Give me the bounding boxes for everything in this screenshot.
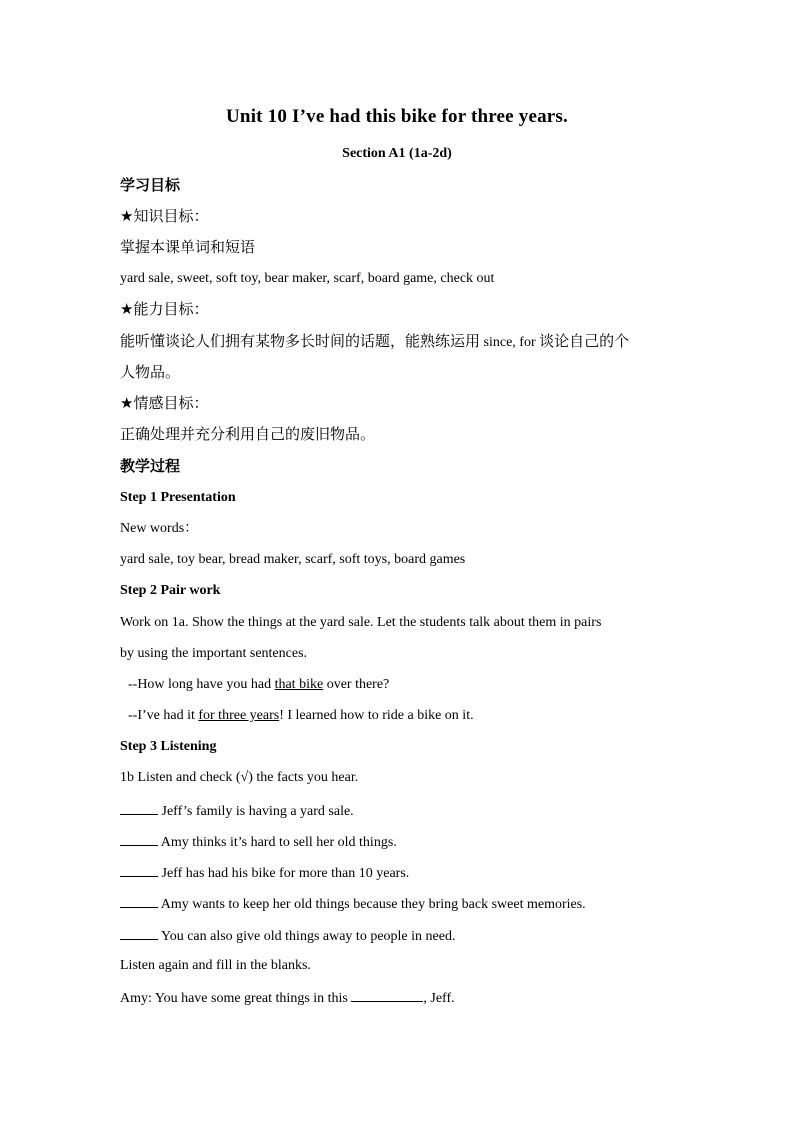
fact-item: [120, 832, 397, 852]
amy-dialog-line: [120, 988, 455, 1008]
fact-item: [120, 801, 354, 821]
step1-heading: Step 1 Presentation: [120, 490, 236, 505]
dialog-1-text: --How long have you had: [128, 677, 275, 692]
step2-heading: Step 2 Pair work: [120, 583, 221, 598]
step3-heading: Step 3 Listening: [120, 739, 217, 754]
ability-label: ★能力目标：: [120, 300, 209, 318]
emotion-text: 正确处理并充分利用自己的废旧物品。: [120, 425, 376, 443]
ability-text-part-3: 谈论自己的个: [539, 332, 630, 350]
step2-text-line-1: Work on 1a. Show the things at the yard sale. Let the students talk about them in pairs: [120, 615, 602, 630]
step2-text-line-2: by using the important sentences.: [120, 646, 308, 661]
dialog-1-text-end: over there?: [323, 677, 390, 692]
process-heading: 教学过程: [120, 457, 181, 475]
fact-item: [120, 894, 586, 914]
fact-item: [120, 926, 455, 946]
section-subtitle: Section A1 (1a-2d): [342, 146, 452, 161]
fact-text: You can also give old things away to people in need.: [158, 929, 456, 944]
dialog-2-text-end: ! I learned how to ride a bike on it.: [279, 708, 474, 723]
fact-text: Jeff has had his bike for more than 10 years.: [158, 866, 410, 881]
answer-blank[interactable]: [120, 863, 158, 877]
dialog-line-1: [128, 676, 389, 694]
fact-text: Amy thinks it’s hard to sell her old things.: [158, 835, 397, 850]
ability-text-part-2: since, for: [480, 335, 540, 350]
page-title: Unit 10 I’ve had this bike for three years.: [226, 106, 568, 127]
listen-again-instruction: Listen again and fill in the blanks.: [120, 958, 311, 973]
new-words-list: yard sale, toy bear, bread maker, scarf, soft toys, board games: [120, 552, 466, 567]
ability-text-line-1: [120, 332, 629, 352]
emotion-label: ★情感目标：: [120, 394, 209, 412]
listen-instruction: 1b Listen and check (√) the facts you hear.: [120, 770, 359, 785]
fact-text: Amy wants to keep her old things because they bring back sweet memories.: [158, 897, 586, 912]
answer-blank[interactable]: [120, 926, 158, 940]
dialog-line-2: [128, 707, 474, 725]
knowledge-words: yard sale, sweet, soft toy, bear maker, scarf, board game, check out: [120, 271, 495, 286]
answer-blank[interactable]: [120, 832, 158, 846]
dialog-2-underlined: for three years: [198, 708, 280, 723]
dialog-2-text: --I’ve had it: [128, 708, 199, 723]
ability-text-line-2: 人物品。: [120, 363, 181, 381]
new-words-label: New words：: [120, 521, 199, 536]
knowledge-text: 掌握本课单词和短语: [120, 238, 256, 256]
dialog-1-underlined: that bike: [274, 677, 324, 692]
objectives-heading: 学习目标: [120, 176, 181, 194]
amy-line-text-end: , Jeff.: [423, 991, 455, 1006]
answer-blank[interactable]: [120, 894, 158, 908]
answer-blank[interactable]: [120, 801, 158, 815]
amy-line-text: Amy: You have some great things in this: [120, 991, 352, 1006]
fact-item: [120, 863, 409, 883]
ability-text-part-1: 能听懂谈论人们拥有某物多长时间的话题，能熟练运用: [120, 332, 481, 350]
knowledge-label: ★知识目标：: [120, 207, 209, 225]
fact-text: Jeff’s family is having a yard sale.: [158, 804, 354, 819]
fill-blank[interactable]: [351, 988, 423, 1002]
